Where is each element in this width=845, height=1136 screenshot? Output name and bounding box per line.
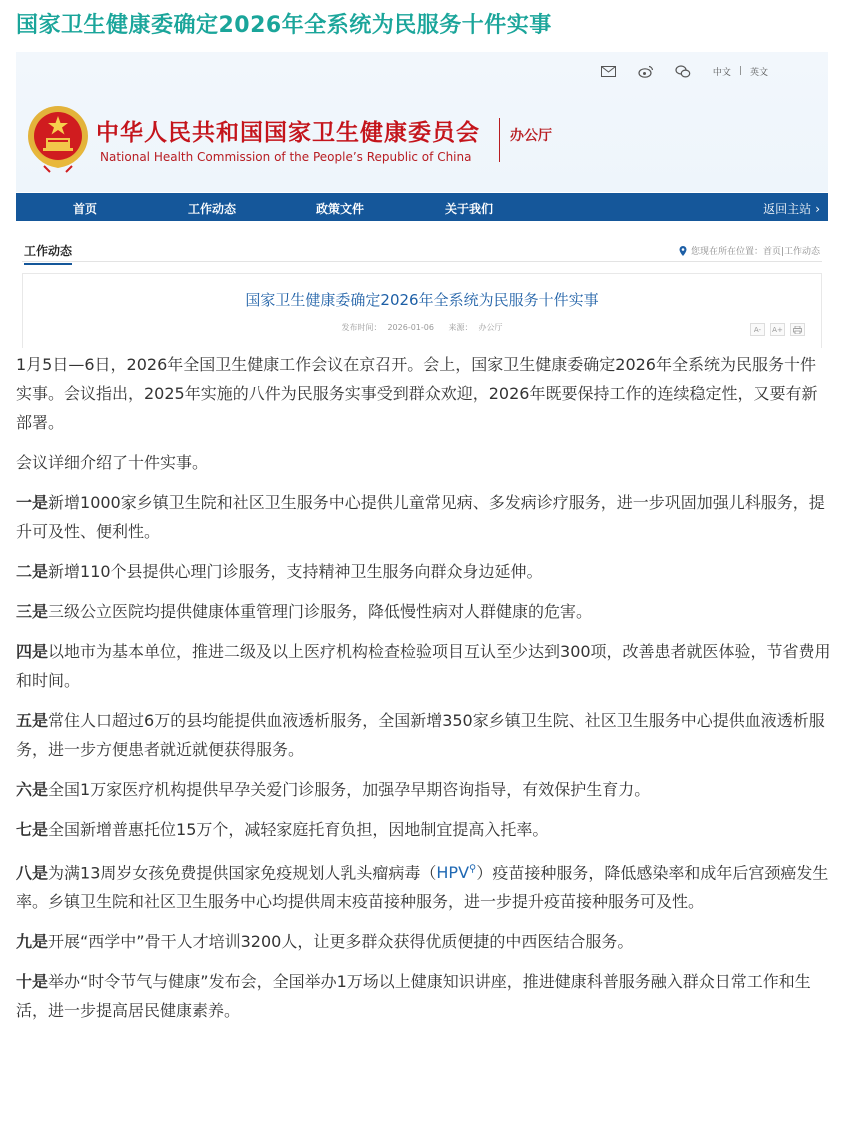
item-text: 新增110个县提供心理门诊服务，支持精神卫生服务向群众身边延伸。 <box>48 562 543 581</box>
list-item <box>16 927 831 956</box>
article-header-card <box>22 273 822 348</box>
item-text: 全国1万家医疗机构提供早孕关爱门诊服务，加强孕早期咨询指导，有效保护生育力。 <box>48 780 651 799</box>
item-text: 为满13周岁女孩免费提供国家免疫规划人乳头瘤病毒（ <box>48 863 437 883</box>
print-icon <box>793 326 802 334</box>
wechat-icon[interactable] <box>675 64 691 78</box>
font-decrease-button[interactable]: A- <box>750 323 765 336</box>
breadcrumb <box>679 244 820 257</box>
main-nav-bar <box>16 193 828 221</box>
item-text: 三级公立医院均提供健康体重管理门诊服务，降低慢性病对人群健康的危害。 <box>48 602 593 621</box>
article-meta <box>23 322 821 333</box>
item-lead: 一是 <box>16 493 49 512</box>
item-lead: 十是 <box>16 972 49 992</box>
article-tools <box>745 323 805 336</box>
site-header <box>16 52 828 192</box>
publish-label: 发布时间： <box>341 323 382 332</box>
source-value: 办公厅 <box>478 323 503 332</box>
item-lead: 六是 <box>16 780 49 799</box>
section-divider <box>22 261 822 262</box>
weibo-icon[interactable] <box>638 64 654 78</box>
nav-item-policy-docs[interactable]: 政策文件 <box>316 202 365 216</box>
lang-separator: | <box>738 66 742 76</box>
item-text: 开展“西学中”骨干人才培训3200人，让更多群众获得优质便捷的中西医结合服务。 <box>48 932 634 952</box>
location-pin-icon <box>679 246 687 256</box>
org-office-label: 办公厅 <box>510 128 552 144</box>
item-lead: 五是 <box>16 711 49 730</box>
list-item <box>16 855 831 916</box>
item-text: ）疫苗接种服务，降低感染率和成年后宫颈癌发生率。乡镇卫生院和社区卫生服务中心均提供周末疫苗接种服务，进一步提升疫苗接种服务可及性。 <box>16 863 829 912</box>
source-label: 来源： <box>448 323 473 332</box>
breadcrumb-prefix: 您现在所在位置： <box>690 247 763 257</box>
section-title: 工作动态 <box>24 242 72 265</box>
top-tools <box>580 64 768 78</box>
item-text: 以地市为基本单位，推进二级及以上医疗机构检查检验项目互认至少达到300项，改善患者就医体验，节省费用和时间。 <box>16 642 831 690</box>
lang-english-link[interactable]: 英文 <box>749 67 768 78</box>
lang-chinese-link[interactable]: 中文 <box>712 67 731 78</box>
item-lead: 八是 <box>16 863 49 883</box>
item-lead: 三是 <box>16 602 49 621</box>
item-text: 新增1000家乡镇卫生院和社区卫生服务中心提供儿童常见病、多发病诊疗服务，进一步巩固加强儿科服务，提升可及性、便利性。 <box>16 493 825 541</box>
item-text: 常住人口超过6万的县均能提供血液透析服务，全国新增350家乡镇卫生院、社区卫生服务中心提供血液透析服务，进一步方便患者就近就便获得服务。 <box>16 711 825 759</box>
list-item <box>16 597 831 626</box>
item-lead: 七是 <box>16 820 49 839</box>
nav-item-home[interactable]: 首页 <box>73 202 98 216</box>
print-button[interactable] <box>790 323 805 336</box>
item-lead: 九是 <box>16 932 49 952</box>
item-text: 举办“时令节气与健康”发布会，全国举办1万场以上健康知识讲座，推进健康科普服务融入群众日常工作和生活，进一步提高居民健康素养。 <box>16 972 811 1021</box>
list-item <box>16 488 831 546</box>
hpv-search-link[interactable] <box>436 863 476 882</box>
summary-paragraph: 会议详细介绍了十件实事。 <box>16 453 209 472</box>
page-title: 国家卫生健康委确定2026年全系统为民服务十件实事 <box>16 13 552 38</box>
chevron-right-icon: › <box>815 201 820 216</box>
list-item <box>16 706 831 764</box>
hpv-label: HPV <box>436 863 470 883</box>
org-name-cn: 中华人民共和国国家卫生健康委员会 <box>96 120 480 146</box>
article-body <box>16 350 831 1036</box>
org-divider <box>499 118 500 162</box>
list-item <box>16 637 831 695</box>
embedded-website-screenshot <box>16 52 828 348</box>
font-increase-button[interactable]: A+ <box>770 323 785 336</box>
item-lead: 二是 <box>16 562 49 581</box>
list-item <box>16 557 831 586</box>
list-item <box>16 967 831 1025</box>
mail-icon[interactable] <box>601 64 617 78</box>
item-text: 全国新增普惠托位15万个，减轻家庭托育负担，因地制宜提高入托率。 <box>48 820 549 839</box>
national-emblem-logo <box>24 102 92 174</box>
article-title: 国家卫生健康委确定2026年全系统为民服务十件实事 <box>245 291 599 309</box>
nav-item-about-us[interactable]: 关于我们 <box>445 202 494 216</box>
back-to-main-site-link[interactable] <box>763 200 820 217</box>
item-lead: 四是 <box>16 642 49 661</box>
org-name-en: National Health Commission of the People’s Republic of China <box>100 150 472 164</box>
breadcrumb-path[interactable]: 首页|工作动态 <box>762 247 820 257</box>
section-header <box>16 235 828 261</box>
list-item <box>16 815 831 844</box>
search-icon: ⚲ <box>469 864 477 875</box>
nav-item-work-news[interactable]: 工作动态 <box>188 202 237 216</box>
list-item <box>16 775 831 804</box>
intro-paragraph: 1月5日—6日，2026年全国卫生健康工作会议在京召开。会上，国家卫生健康委确定2026年全系统为民服务十件实事。会议指出，2025年实施的八件为民服务实事受到群众欢迎，2026年既要保持工作的连续稳定性，又要有新部署。 <box>16 355 818 432</box>
publish-date: 2026-01-06 <box>387 323 434 332</box>
back-label: 返回主站 <box>763 202 812 216</box>
